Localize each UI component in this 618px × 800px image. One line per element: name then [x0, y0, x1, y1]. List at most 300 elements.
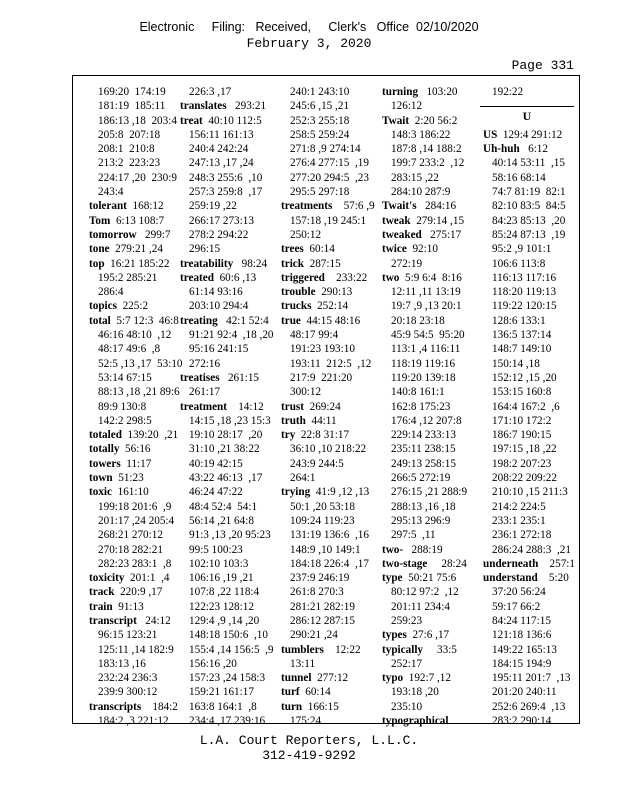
index-entry-line: [89, 657, 183, 671]
index-entry-line: [483, 271, 575, 285]
index-entry-line: [180, 299, 274, 313]
page-line-refs: 226:3 ,17: [189, 86, 232, 98]
index-term: typically: [382, 643, 424, 656]
index-entry-line: [89, 99, 183, 113]
index-entry-line: [382, 228, 467, 242]
page-line-refs: 156:11 161:13: [189, 128, 254, 141]
index-term: treatments: [281, 200, 333, 213]
page-line-refs: 109:24 119:23: [290, 514, 355, 527]
index-term: two-: [382, 543, 404, 556]
page-line-refs: 169:20 174:19: [98, 86, 166, 98]
index-entry-line: [180, 185, 274, 199]
index-entry-line: [281, 385, 375, 399]
page-line-refs: 257:1: [538, 557, 575, 570]
index-entry-line: [180, 114, 274, 128]
page-line-refs: 243:9 244:5: [290, 457, 344, 470]
page-line-refs: 203:10 294:4: [189, 300, 249, 313]
page-line-refs: 126:12: [391, 100, 423, 113]
page-line-refs: 192:7 ,12: [403, 672, 451, 685]
index-term: trees: [281, 243, 304, 256]
index-term: tumblers: [281, 643, 324, 656]
page-line-refs: 239:9 300:12: [98, 686, 158, 699]
page-line-refs: 156:16 ,20: [189, 657, 237, 670]
page-line-refs: 91:21 92:4 ,18 ,20: [189, 329, 274, 342]
index-entry-line: [180, 414, 274, 428]
index-entry-line: [89, 557, 183, 571]
page-line-refs: 176:4 ,12 207:8: [391, 414, 462, 427]
index-entry-line: [89, 485, 183, 499]
page-line-refs: 50:21 75:6: [402, 572, 457, 585]
page-line-refs: 106:16 ,19 ,21: [189, 572, 254, 585]
index-entry-line: [180, 442, 274, 456]
index-column-3: [281, 85, 375, 728]
index-entry-line: [89, 514, 183, 528]
index-term: treatises: [180, 371, 220, 384]
page-line-refs: 136:5 137:14: [492, 329, 552, 342]
page-line-refs: 57:6 ,9: [332, 200, 375, 213]
page-line-refs: 99:5 100:23: [189, 543, 243, 556]
index-entry-line: [180, 285, 274, 299]
index-term: turf: [281, 686, 300, 699]
index-entry-line: [483, 600, 575, 614]
filing-stamp: Electronic Filing: Received, Clerk's Office 02/10/2020: [139, 20, 479, 34]
index-entry-line: [382, 371, 467, 385]
page-line-refs: 217:9 221:20: [290, 371, 353, 384]
index-entry-line: [382, 500, 467, 514]
index-entry-line: [180, 571, 274, 585]
page-line-refs: 50:1 ,20 53:18: [290, 500, 355, 513]
page-line-refs: 283:2 290:14: [492, 715, 552, 728]
page-line-refs: 13:11: [290, 657, 316, 670]
page-line-refs: 198:2 207:23: [492, 457, 552, 470]
index-entry-line: [483, 628, 575, 642]
page-line-refs: 51:23: [112, 472, 144, 485]
index-entry-line: [382, 142, 467, 156]
page-line-refs: 6:13 108:7: [110, 214, 165, 227]
index-entry-line: [483, 428, 575, 442]
index-entry-line: [180, 600, 274, 614]
index-entry-line: [89, 385, 183, 399]
index-entry-line: [281, 514, 375, 528]
index-entry-line: [180, 85, 274, 99]
index-term: treated: [180, 271, 214, 284]
page-line-refs: 46:16 48:10 ,12: [98, 329, 172, 342]
index-entry-line: [89, 500, 183, 514]
index-term: Twait's: [382, 200, 417, 213]
index-entry-line: [382, 685, 467, 699]
page-line-refs: 271:8 ,9 274:14: [290, 143, 361, 156]
page-line-refs: 252:6 269:4 ,13: [492, 700, 566, 713]
page-line-refs: 80:12 97:2 ,12: [391, 586, 459, 599]
page-line-refs: 199:7 233:2 ,12: [391, 157, 465, 170]
page-line-refs: 233:1 235:1: [492, 514, 546, 527]
page-line-refs: 183:13 ,16: [98, 657, 146, 670]
index-entry-line: [382, 414, 467, 428]
index-entry-line: [89, 156, 183, 170]
index-term: trying: [281, 486, 311, 499]
footer-company: L.A. Court Reporters, L.L.C.: [199, 733, 419, 748]
index-term: top: [89, 257, 105, 270]
page-line-refs: 149:22 165:13: [492, 643, 557, 656]
page-line-refs: 268:21 270:12: [98, 529, 163, 542]
page-line-refs: 293:21: [226, 100, 267, 113]
index-entry-line: [89, 214, 183, 228]
index-column-1: [89, 85, 183, 728]
index-entry-line: [180, 271, 274, 285]
page-line-refs: 140:8 161:1: [391, 386, 445, 399]
index-term: total: [89, 314, 111, 327]
index-entry-line: [180, 685, 274, 699]
index-entry-line: [382, 171, 467, 185]
index-term: two-stage: [382, 557, 428, 570]
index-entry-line: [281, 128, 375, 142]
index-entry-line: [281, 142, 375, 156]
index-entry-line: [483, 242, 575, 256]
index-entry-line: [281, 171, 375, 185]
page-line-refs: 48:17 99:4: [290, 329, 339, 342]
index-entry-line: [281, 714, 375, 728]
index-entry-line: [382, 557, 467, 571]
index-term: US: [483, 128, 498, 141]
page-line-refs: 286:12 287:15: [290, 614, 355, 627]
index-column-2: [180, 85, 274, 728]
index-entry-line: [281, 228, 375, 242]
page-line-refs: 5:7 12:3 46:8: [110, 314, 179, 327]
index-entry-line: [382, 700, 467, 714]
page-line-refs: 22:8 31:17: [295, 429, 350, 442]
index-entry-line: [483, 85, 575, 99]
index-entry-line: [483, 657, 575, 671]
page-line-refs: 113:1 ,4 116:11: [391, 343, 461, 356]
index-term: toxic: [89, 486, 112, 499]
index-entry-line: [281, 299, 375, 313]
index-term: trouble: [281, 286, 316, 299]
index-entry-line: [89, 685, 183, 699]
index-entry-line: [483, 299, 575, 313]
index-entry-line: [483, 543, 575, 557]
index-term: trick: [281, 257, 304, 270]
page-line-refs: 247:13 ,17 ,24: [189, 157, 254, 170]
index-entry-line: [382, 257, 467, 271]
index-entry-line: [382, 214, 467, 228]
index-entry-line: [382, 299, 467, 313]
page-line-refs: 84:24 117:15: [492, 614, 551, 627]
index-term: tone: [89, 243, 110, 256]
page-line-refs: 148:3 186:22: [391, 128, 451, 141]
page-line-refs: 288:19: [403, 543, 443, 556]
page-line-refs: 12:11 ,11 13:19: [391, 286, 461, 299]
index-entry-line: [483, 342, 575, 356]
index-entry-line: [483, 214, 575, 228]
page-line-refs: 103:20: [418, 86, 458, 98]
index-term: treating: [180, 314, 218, 327]
index-entry-line: [483, 714, 575, 728]
page-line-refs: 284:16: [416, 200, 457, 213]
page-line-refs: 164:4 167:2 ,6: [492, 400, 560, 413]
index-entry-line: [180, 371, 274, 385]
page-line-refs: 148:18 150:6 ,10: [189, 629, 268, 642]
index-entry-line: [281, 543, 375, 557]
page-line-refs: 261:8 270:3: [290, 586, 344, 599]
index-entry-line: [180, 128, 274, 142]
page-line-refs: 275:17: [421, 228, 462, 241]
page-line-refs: 243:4: [98, 186, 124, 199]
page-line-refs: 19:10 28:17 ,20: [189, 429, 263, 442]
index-entry-line: [180, 428, 274, 442]
index-entry-line: [89, 257, 183, 271]
page-line-refs: 195:2 285:21: [98, 271, 158, 284]
page-line-refs: 41:9 ,12 ,13: [310, 486, 370, 499]
page-line-refs: 91:13: [112, 600, 144, 613]
page-line-refs: 74:7 81:19 82:1: [492, 186, 566, 199]
index-entry-line: [483, 614, 575, 628]
page-line-refs: 252:14: [311, 300, 349, 313]
page-line-refs: 89:9 130:8: [98, 400, 147, 413]
page-line-refs: 261:17: [189, 386, 221, 399]
page-line-refs: 12:22: [323, 643, 361, 656]
page-line-refs: 286:24 288:3 ,21: [492, 543, 571, 556]
page-line-refs: 56:14 ,21 64:8: [189, 514, 254, 527]
index-entry-line: [180, 700, 274, 714]
index-entry-line: [281, 657, 375, 671]
page-line-refs: 201:17 ,24 205:4: [98, 514, 175, 527]
page-line-refs: 270:18 282:21: [98, 543, 163, 556]
index-entry-line: [382, 643, 467, 657]
index-entry-line: [382, 571, 467, 585]
index-entry-line: [89, 371, 183, 385]
index-term: track: [89, 586, 115, 599]
index-entry-line: [180, 671, 274, 685]
page-line-refs: 59:17 66:2: [492, 600, 541, 613]
index-entry-line: [281, 571, 375, 585]
page-line-refs: 95:2 ,9 101:1: [492, 243, 552, 256]
index-entry-line: [483, 557, 575, 571]
index-entry-line: [483, 457, 575, 471]
page-line-refs: 235:10: [391, 700, 423, 713]
page-line-refs: 299:7: [136, 228, 171, 241]
index-term: types: [382, 629, 407, 642]
index-column-4: [382, 85, 467, 728]
page-line-refs: 28:24: [427, 557, 467, 570]
page-line-refs: 181:19 185:11: [98, 100, 166, 113]
page-line-refs: 276:4 277:15 ,19: [290, 157, 369, 170]
index-entry-line: [382, 114, 467, 128]
index-entry-line: [483, 199, 575, 213]
footer-phone: 312-419-9292: [262, 748, 356, 763]
section-letter: U: [522, 109, 532, 123]
page-line-refs: 129:4 ,9 ,14 ,20: [189, 614, 260, 627]
index-entry-line: [483, 371, 575, 385]
index-entry-line: [483, 514, 575, 528]
page-line-refs: 37:20 56:24: [492, 586, 546, 599]
index-entry-line: [382, 314, 467, 328]
index-entry-line: [89, 628, 183, 642]
page-line-refs: 46:24 47:22: [189, 486, 243, 499]
index-entry-line: [89, 271, 183, 285]
index-entry-line: [382, 671, 467, 685]
page-line-refs: 281:21 282:19: [290, 600, 355, 613]
index-term: treatability: [180, 257, 234, 270]
page-line-refs: 40:10 112:5: [202, 114, 262, 127]
index-entry-line: [180, 385, 274, 399]
index-term: true: [281, 314, 301, 327]
page-line-refs: 171:10 172:2: [492, 414, 552, 427]
index-term: tunnel: [281, 672, 312, 685]
page-line-refs: 282:23 283:1 ,8: [98, 557, 172, 570]
index-entry-line: [483, 328, 575, 342]
page-line-refs: 295:13 296:9: [391, 514, 451, 527]
page-line-refs: 214:2 224:5: [492, 500, 546, 513]
index-entry-line: [281, 328, 375, 342]
page-line-refs: 296:15: [189, 243, 221, 256]
page-line-refs: 240:1 243:10: [290, 86, 350, 98]
page-line-refs: 142:2 298:5: [98, 414, 152, 427]
index-entry-line: [483, 228, 575, 242]
index-entry-line: [180, 214, 274, 228]
page-line-refs: 279:21 ,24: [109, 243, 163, 256]
page-line-refs: 36:10 ,10 218:22: [290, 443, 367, 456]
page-line-refs: 295:5 297:18: [290, 186, 350, 199]
index-entry-line: [483, 385, 575, 399]
page-line-refs: 14:12: [227, 400, 264, 413]
index-entry-line: [89, 442, 183, 456]
page-line-refs: 277:12: [311, 672, 349, 685]
page-line-refs: 252:3 255:18: [290, 114, 350, 127]
index-entry-line: [89, 328, 183, 342]
index-entry-line: [483, 314, 575, 328]
index-entry-line: [382, 99, 467, 113]
page-line-refs: 44:11: [305, 414, 337, 427]
page-line-refs: 269:24: [304, 400, 341, 413]
index-entry-line: [89, 185, 183, 199]
index-entry-line: [89, 600, 183, 614]
page-line-refs: 232:24 236:3: [98, 672, 158, 685]
page-line-refs: 95:16 241:15: [189, 343, 249, 356]
page-line-refs: 279:14 ,15: [410, 214, 465, 227]
index-entry-line: [281, 428, 375, 442]
page-line-refs: 184:2 ,3 221:12: [98, 715, 169, 728]
index-entry-line: [382, 400, 467, 414]
page-line-refs: 82:10 83:5 84:5: [492, 200, 566, 213]
page-line-refs: 220:9 ,17: [114, 586, 163, 599]
index-term: twice: [382, 243, 407, 256]
index-entry-line: [89, 543, 183, 557]
index-term: type: [382, 572, 403, 585]
page-line-refs: 290:13: [315, 286, 353, 299]
page-line-refs: 118:19 119:16: [391, 357, 456, 370]
index-entry-line: [382, 342, 467, 356]
index-term: town: [89, 472, 113, 485]
index-entry-line: [483, 400, 575, 414]
index-entry-line: [89, 714, 183, 728]
page-line-refs: 287:15: [304, 257, 341, 270]
page-line-refs: 193:18 ,20: [391, 686, 439, 699]
page-line-refs: 119:22 120:15: [492, 300, 557, 313]
index-term: tomorrow: [89, 228, 137, 241]
page-line-refs: 286:4: [98, 286, 124, 299]
index-entry-line: [89, 457, 183, 471]
page-line-refs: 52:5 ,13 ,17 53:10: [98, 357, 183, 370]
index-entry-line: [382, 543, 467, 557]
index-entry-line: [89, 314, 183, 328]
index-term: toxicity: [89, 572, 125, 585]
index-entry-line: [180, 314, 274, 328]
index-entry-line: [483, 257, 575, 271]
index-entry-line: [180, 99, 274, 113]
index-entry-line: [382, 600, 467, 614]
page-line-refs: 119:20 139:18: [391, 371, 456, 384]
index-entry-line: [281, 214, 375, 228]
index-entry-line: [281, 414, 375, 428]
index-entry-line: [89, 614, 183, 628]
index-term: typo: [382, 672, 404, 685]
page-line-refs: 91:3 ,13 ,20 95:23: [189, 529, 271, 542]
index-entry-line: [180, 714, 274, 728]
index-term: turn: [281, 700, 303, 713]
index-entry-line: [483, 643, 575, 657]
page-line-refs: 235:11 238:15: [391, 443, 456, 456]
index-entry-line: [382, 428, 467, 442]
page-line-refs: 48:17 49:6 ,8: [98, 343, 161, 356]
index-entry-line: [483, 528, 575, 542]
page-line-refs: 237:9 246:19: [290, 572, 350, 585]
page-line-refs: 118:20 119:13: [492, 286, 557, 299]
page-line-refs: 250:12: [290, 228, 322, 241]
page-line-refs: 40:14 53:11 ,15: [492, 157, 565, 170]
index-entry-line: [180, 528, 274, 542]
page-line-refs: 272:16: [189, 357, 221, 370]
index-entry-line: [483, 285, 575, 299]
index-term: try: [281, 429, 296, 442]
page-line-refs: 264:1: [290, 472, 316, 485]
index-entry-line: [483, 442, 575, 456]
index-entry-line: [180, 400, 274, 414]
index-entry-line: [281, 199, 375, 213]
index-entry-line: [180, 156, 274, 170]
index-entry-line: [180, 628, 274, 642]
index-entry-line: [483, 128, 575, 142]
index-entry-line: [89, 199, 183, 213]
page-line-refs: 85:24 87:13 ,19: [492, 228, 566, 241]
page-line-refs: 195:11 201:7 ,13: [492, 672, 571, 685]
page-line-refs: 258:5 259:24: [290, 128, 350, 141]
page-line-refs: 139:20 ,21: [121, 429, 179, 442]
index-entry-line: [281, 485, 375, 499]
page-line-refs: 60:14: [303, 243, 335, 256]
page-line-refs: 208:1 210:8: [98, 143, 155, 156]
index-term: typographical: [382, 715, 449, 728]
page-line-refs: 168:12: [126, 200, 164, 213]
page-line-refs: 259:23: [391, 614, 423, 627]
page-line-refs: 24:12: [136, 614, 171, 627]
page-line-refs: 162:8 175:23: [391, 400, 451, 413]
index-entry-line: [281, 242, 375, 256]
page-line-refs: 5:20: [537, 572, 569, 585]
page-line-refs: 84:23 85:13 ,20: [492, 214, 566, 227]
page-line-refs: 192:22: [492, 86, 524, 98]
page-line-refs: 150:14 ,18: [492, 357, 540, 370]
index-entry-line: [89, 228, 183, 242]
index-entry-line: [281, 671, 375, 685]
index-entry-line: [89, 114, 183, 128]
page-line-refs: 191:23 193:10: [290, 343, 355, 356]
index-entry-line: [382, 156, 467, 170]
index-entry-line: [281, 643, 375, 657]
index-entry-line: [382, 614, 467, 628]
page-line-refs: 163:8 164:1 ,8: [189, 700, 257, 713]
index-entry-line: [382, 271, 467, 285]
page-line-refs: 277:20 294:5 ,23: [290, 171, 369, 184]
